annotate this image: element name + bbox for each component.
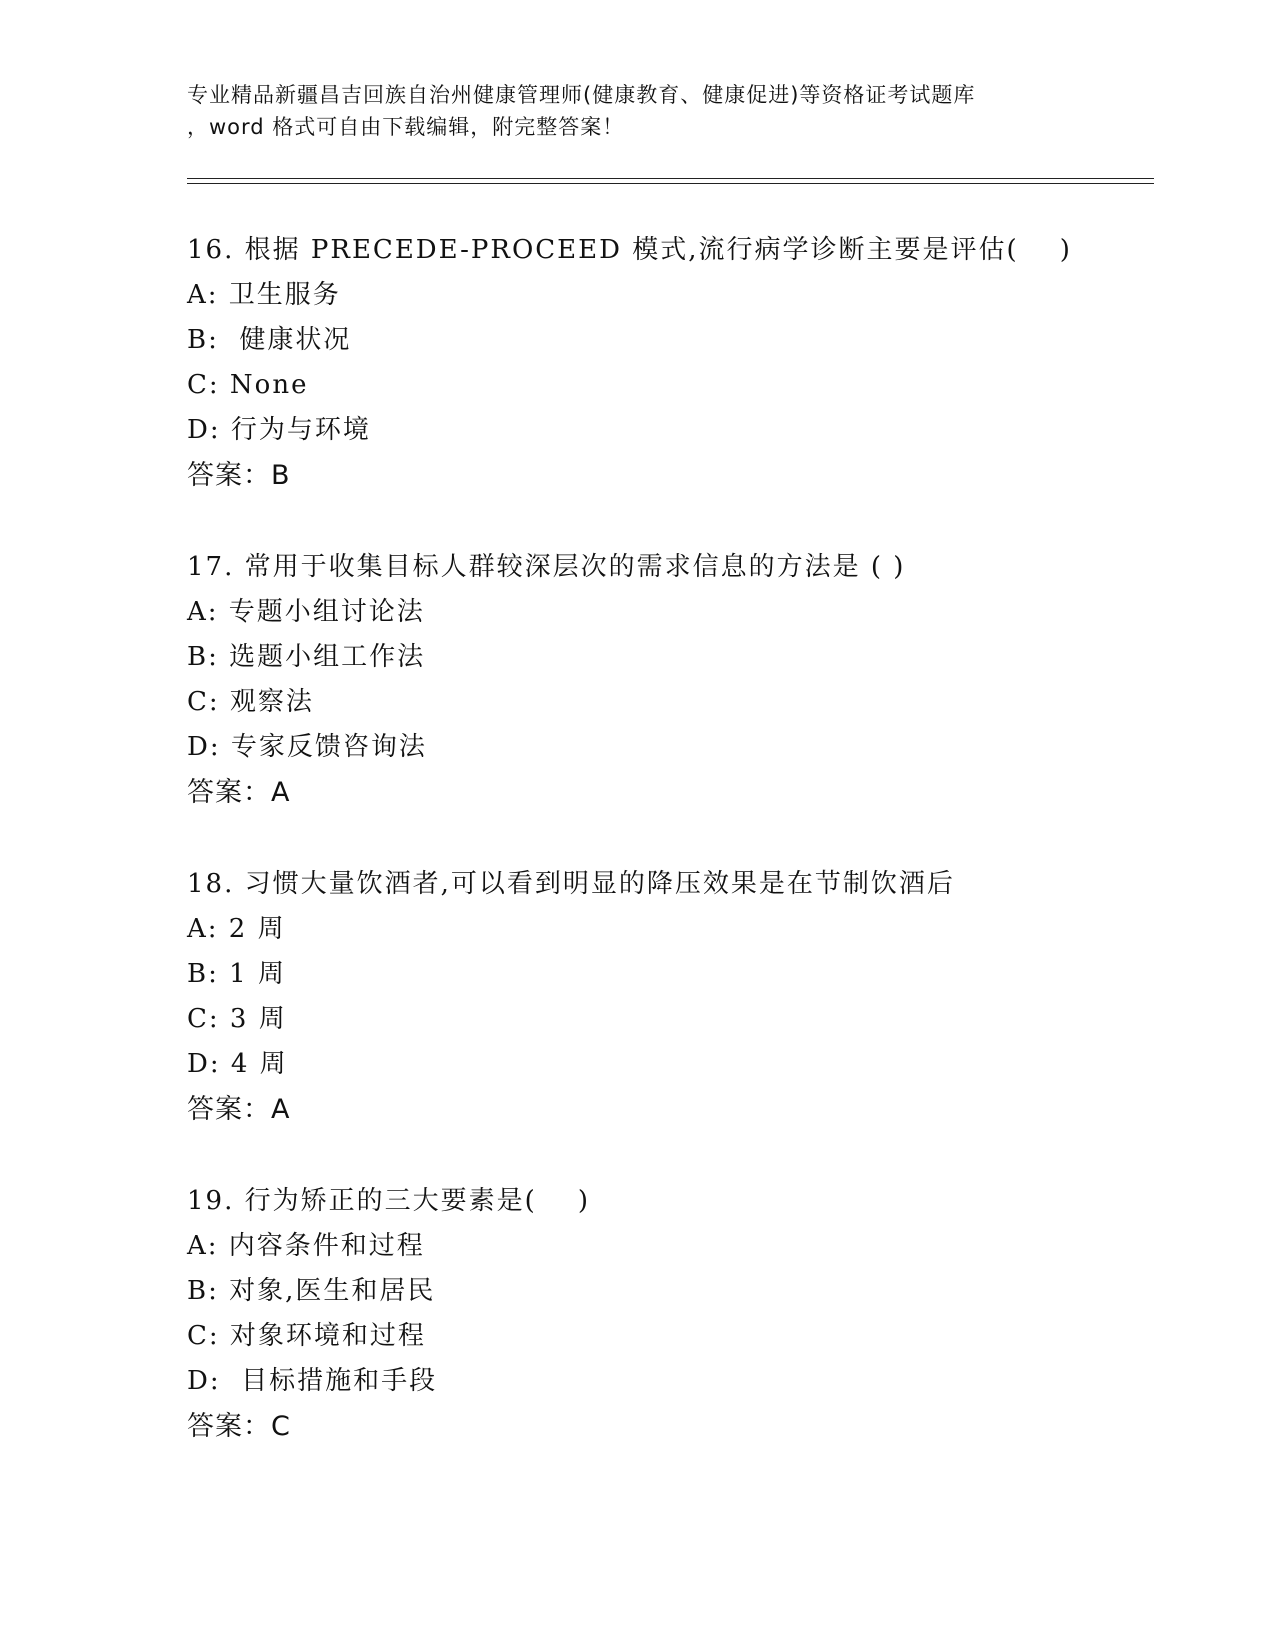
header-title-line-1: 专业精品新疆昌吉回族自治州健康管理师(健康教育、健康促进)等资格证考试题库 — [187, 83, 976, 107]
answer: 答案：A — [187, 777, 291, 808]
question-17 — [187, 545, 1154, 815]
answer: 答案：A — [187, 1094, 291, 1125]
question-19 — [187, 1179, 1154, 1449]
option-a: A: 内容条件和过程 — [187, 1231, 425, 1261]
option-a: A: 2 周 — [187, 914, 286, 944]
option-c: C: 对象环境和过程 — [187, 1321, 426, 1351]
option-b: B: 1 周 — [187, 959, 286, 989]
question-16 — [187, 228, 1154, 498]
answer: 答案：B — [187, 460, 291, 491]
question-text: 17. 常用于收集目标人群较深层次的需求信息的方法是 ( ) — [187, 552, 906, 582]
option-a: A: 卫生服务 — [187, 280, 341, 310]
header-divider-top — [187, 178, 1154, 179]
answer: 答案：C — [187, 1411, 291, 1442]
option-b: B: 选题小组工作法 — [187, 642, 426, 672]
header-title-line-2: ，word 格式可自由下载编辑，附完整答案！ — [187, 115, 625, 139]
header-divider-bottom — [187, 183, 1154, 184]
question-text: 19. 行为矫正的三大要素是( ) — [187, 1186, 590, 1216]
option-d: D: 行为与环境 — [187, 415, 371, 445]
option-c: C: 3 周 — [187, 1004, 287, 1034]
option-d: D: 4 周 — [187, 1049, 288, 1079]
option-a: A: 专题小组讨论法 — [187, 597, 425, 627]
option-b: B: 健康状况 — [187, 325, 352, 355]
option-c: C: 观察法 — [187, 687, 314, 717]
question-text: 18. 习惯大量饮酒者,可以看到明显的降压效果是在节制饮酒后 — [187, 869, 955, 899]
option-b: B: 对象,医生和居民 — [187, 1276, 436, 1306]
option-d: D: 专家反馈咨询法 — [187, 732, 427, 762]
question-18 — [187, 862, 1154, 1132]
option-d: D: 目标措施和手段 — [187, 1366, 438, 1396]
option-c: C: None — [187, 370, 309, 400]
question-text: 16. 根据 PRECEDE-PROCEED 模式,流行病学诊断主要是评估( ) — [187, 235, 1072, 265]
